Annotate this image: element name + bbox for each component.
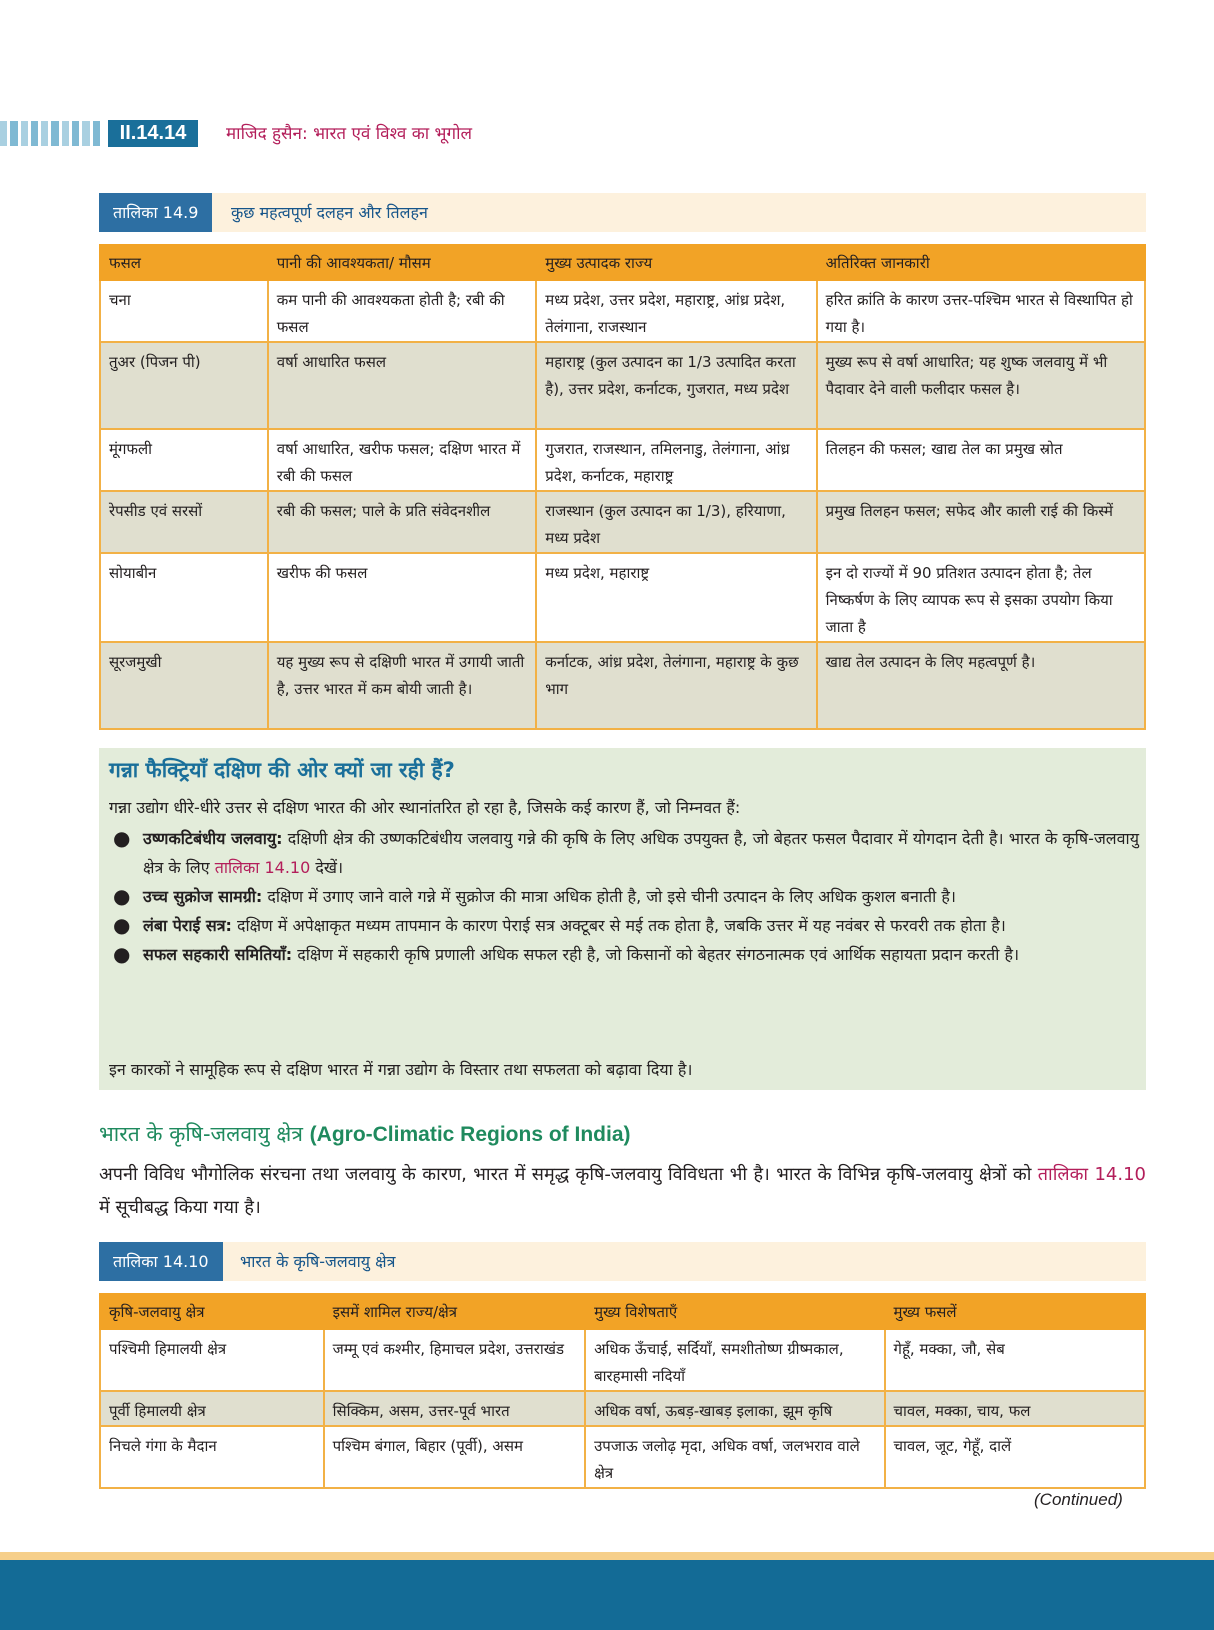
table2-caption xyxy=(99,1242,1146,1281)
table-cell: वर्षा आधारित, खरीफ फसल; दक्षिण भारत में रबी की फसल xyxy=(268,429,537,491)
column-header: मुख्य विशेषताएँ xyxy=(585,1294,884,1329)
table-reference-link[interactable]: तालिका 14.10 xyxy=(1037,1164,1146,1185)
table-reference-link[interactable]: तालिका 14.10 xyxy=(214,858,311,877)
bullet-icon: ● xyxy=(113,884,131,908)
table-cell: प्रमुख तिलहन फसल; सफेद और काली राई की किस्में xyxy=(817,491,1145,553)
table-cell: चावल, जूट, गेहूँ, दालें xyxy=(885,1426,1146,1488)
section-para-text: अपनी विविध भौगोलिक संरचना तथा जलवायु के कारण, भारत में समृद्ध कृषि-जलवायु विविधता भी है। भारत के विभिन्न कृषि-जलवायु क्षेत्रों को xyxy=(99,1164,1038,1185)
column-header: कृषि-जलवायु क्षेत्र xyxy=(100,1294,324,1329)
bullet-text: दक्षिण में अपेक्षाकृत मध्यम तापमान के कारण पेराई सत्र अक्टूबर से मई तक होता है, जबकि उत्तर में यह नवंबर से फरवरी तक होता है। xyxy=(231,916,1006,935)
bullet-term: उष्णकटिबंधीय जलवायु: xyxy=(143,829,283,848)
table-cell: सोयाबीन xyxy=(100,553,268,642)
table-row xyxy=(100,280,1145,342)
table-row xyxy=(100,429,1145,491)
table-cell: वर्षा आधारित फसल xyxy=(268,342,537,429)
table-cell: जम्मू एवं कश्मीर, हिमाचल प्रदेश, उत्तराखंड xyxy=(324,1329,586,1391)
table-cell: राजस्थान (कुल उत्पादन का 1/3), हरियाणा, मध्य प्रदेश xyxy=(536,491,816,553)
table2-title: भारत के कृषि-जलवायु क्षेत्र xyxy=(240,1252,396,1271)
box-heading: गन्ना फैक्ट्रियाँ दक्षिण की ओर क्यों जा रही हैं? xyxy=(109,758,455,782)
info-box xyxy=(99,748,1146,1090)
table1-label: तालिका 14.9 xyxy=(99,193,212,232)
table1-title: कुछ महत्वपूर्ण दलहन और तिलहन xyxy=(231,203,428,222)
table-cell: यह मुख्य रूप से दक्षिणी भारत में उगायी जाती है, उत्तर भारत में कम बोयी जाती है। xyxy=(268,642,537,729)
table-cell: मुख्य रूप से वर्षा आधारित; यह शुष्क जलवायु में भी पैदावार देने वाली फलीदार फसल है। xyxy=(817,342,1145,429)
table-cell: मध्य प्रदेश, महाराष्ट्र xyxy=(536,553,816,642)
table2-header-row xyxy=(100,1294,1145,1329)
table-row xyxy=(100,553,1145,642)
table-cell: खरीफ की फसल xyxy=(268,553,537,642)
book-title: माजिद हुसैन: भारत एवं विश्व का भूगोल xyxy=(226,124,473,144)
column-header: अतिरिक्त जानकारी xyxy=(817,245,1145,280)
section-para-text-end: में सूचीबद्ध किया गया है। xyxy=(99,1197,261,1218)
table-cell: पश्चिम बंगाल, बिहार (पूर्वी), असम xyxy=(324,1426,586,1488)
table-cell: खाद्य तेल उत्पादन के लिए महत्वपूर्ण है। xyxy=(817,642,1145,729)
bullet-text: दक्षिण में उगाए जाने वाले गन्ने में सुक्रोज की मात्रा अधिक होती है, जो इसे चीनी उत्पादन के लिए अधिक कुशल बनाती है। xyxy=(262,887,956,906)
table-cell: पूर्वी हिमालयी क्षेत्र xyxy=(100,1391,324,1426)
header-stripes xyxy=(0,121,100,146)
table-cell: महाराष्ट्र (कुल उत्पादन का 1/3 उत्पादित करता है), उत्तर प्रदेश, कर्नाटक, गुजरात, मध्य प्रदेश xyxy=(536,342,816,429)
table-cell: हरित क्रांति के कारण उत्तर-पश्चिम भारत से विस्थापित हो गया है। xyxy=(817,280,1145,342)
box-intro: गन्ना उद्योग धीरे-धीरे उत्तर से दक्षिण भारत की ओर स्थानांतरित हो रहा है, जिसके कई कारण हैं, जो निम्नवत हैं: xyxy=(109,798,741,817)
table1 xyxy=(99,244,1146,730)
table-cell: अधिक वर्षा, ऊबड़-खाबड़ इलाका, झूम कृषि xyxy=(585,1391,884,1426)
table-row xyxy=(100,1329,1145,1391)
box-bullet-item xyxy=(109,940,1139,969)
table-row xyxy=(100,491,1145,553)
column-header: फसल xyxy=(100,245,268,280)
table-cell: इन दो राज्यों में 90 प्रतिशत उत्पादन होता है; तेल निष्कर्षण के लिए व्यापक रूप से इसका उपयोग किया जाता है xyxy=(817,553,1145,642)
table2 xyxy=(99,1293,1146,1489)
page-number: II.14.14 xyxy=(108,120,198,147)
continued-label: (Continued) xyxy=(1034,1490,1123,1509)
bullet-icon: ● xyxy=(113,942,131,966)
table1-header-row xyxy=(100,245,1145,280)
section-heading-english: (Agro-Climatic Regions of India) xyxy=(309,1123,631,1146)
table-row xyxy=(100,642,1145,729)
bullet-term: लंबा पेराई सत्र: xyxy=(143,916,232,935)
bullet-text: दक्षिण में सहकारी कृषि प्रणाली अधिक सफल रही है, जो किसानों को बेहतर संगठनात्मक एवं आर्थिक सहायता प्रदान करती है। xyxy=(292,945,1020,964)
column-header: मुख्य उत्पादक राज्य xyxy=(536,245,816,280)
table-row xyxy=(100,1391,1145,1426)
table1-caption xyxy=(99,193,1146,232)
box-bullet-item xyxy=(109,882,1139,911)
table-cell: पश्चिमी हिमालयी क्षेत्र xyxy=(100,1329,324,1391)
box-bullet-list xyxy=(109,824,1139,969)
bullet-term: सफल सहकारी समितियाँ: xyxy=(143,945,293,964)
footer-line xyxy=(0,1552,1214,1560)
table-cell: तिलहन की फसल; खाद्य तेल का प्रमुख स्रोत xyxy=(817,429,1145,491)
column-header: मुख्य फसलें xyxy=(885,1294,1146,1329)
table-cell: मध्य प्रदेश, उत्तर प्रदेश, महाराष्ट्र, आंध्र प्रदेश, तेलंगाना, राजस्थान xyxy=(536,280,816,342)
table-cell: चना xyxy=(100,280,268,342)
column-header: पानी की आवश्यकता/ मौसम xyxy=(268,245,537,280)
table-cell: तुअर (पिजन पी) xyxy=(100,342,268,429)
bullet-icon: ● xyxy=(113,913,131,937)
table-cell: गुजरात, राजस्थान, तमिलनाडु, तेलंगाना, आंध्र प्रदेश, कर्नाटक, महाराष्ट्र xyxy=(536,429,816,491)
section-heading-hindi: भारत के कृषि-जलवायु क्षेत्र xyxy=(99,1122,303,1146)
table-cell: निचले गंगा के मैदान xyxy=(100,1426,324,1488)
table-row xyxy=(100,342,1145,429)
section-paragraph xyxy=(99,1158,1146,1224)
table-row xyxy=(100,1426,1145,1488)
column-header: इसमें शामिल राज्य/क्षेत्र xyxy=(324,1294,586,1329)
table-cell: सूरजमुखी xyxy=(100,642,268,729)
box-bullet-item xyxy=(109,824,1139,882)
table-cell: चावल, मक्का, चाय, फल xyxy=(885,1391,1146,1426)
table-cell: कम पानी की आवश्यकता होती है; रबी की फसल xyxy=(268,280,537,342)
table2-label: तालिका 14.10 xyxy=(99,1242,223,1281)
table-cell: कर्नाटक, आंध्र प्रदेश, तेलंगाना, महाराष्ट्र के कुछ भाग xyxy=(536,642,816,729)
bullet-term: उच्च सुक्रोज सामग्री: xyxy=(143,887,263,906)
bullet-icon: ● xyxy=(113,826,131,850)
table-cell: गेहूँ, मक्का, जौ, सेब xyxy=(885,1329,1146,1391)
table-cell: उपजाऊ जलोढ़ मृदा, अधिक वर्षा, जलभराव वाले क्षेत्र xyxy=(585,1426,884,1488)
section-heading xyxy=(99,1120,631,1148)
bullet-text-end: देखें। xyxy=(310,858,344,877)
box-bullet-item xyxy=(109,911,1139,940)
footer-bar xyxy=(0,1560,1214,1630)
table-cell: रबी की फसल; पाले के प्रति संवेदनशील xyxy=(268,491,537,553)
table-cell: रेपसीड एवं सरसों xyxy=(100,491,268,553)
table-cell: अधिक ऊँचाई, सर्दियाँ, समशीतोष्ण ग्रीष्मकाल, बारहमासी नदियाँ xyxy=(585,1329,884,1391)
table-cell: सिक्किम, असम, उत्तर-पूर्व भारत xyxy=(324,1391,586,1426)
box-outro: इन कारकों ने सामूहिक रूप से दक्षिण भारत में गन्ना उद्योग के विस्तार तथा सफलता को बढ़ावा दिया है। xyxy=(109,1060,693,1079)
table-cell: मूंगफली xyxy=(100,429,268,491)
bullet-text: दक्षिणी क्षेत्र की उष्णकटिबंधीय जलवायु गन्ने की कृषि के लिए अधिक उपयुक्त है, जो बेहतर फसल पैदावार में योगदान देती है। भारत के कृषि-जलवायु क्षेत्र के लिए xyxy=(143,829,1139,877)
